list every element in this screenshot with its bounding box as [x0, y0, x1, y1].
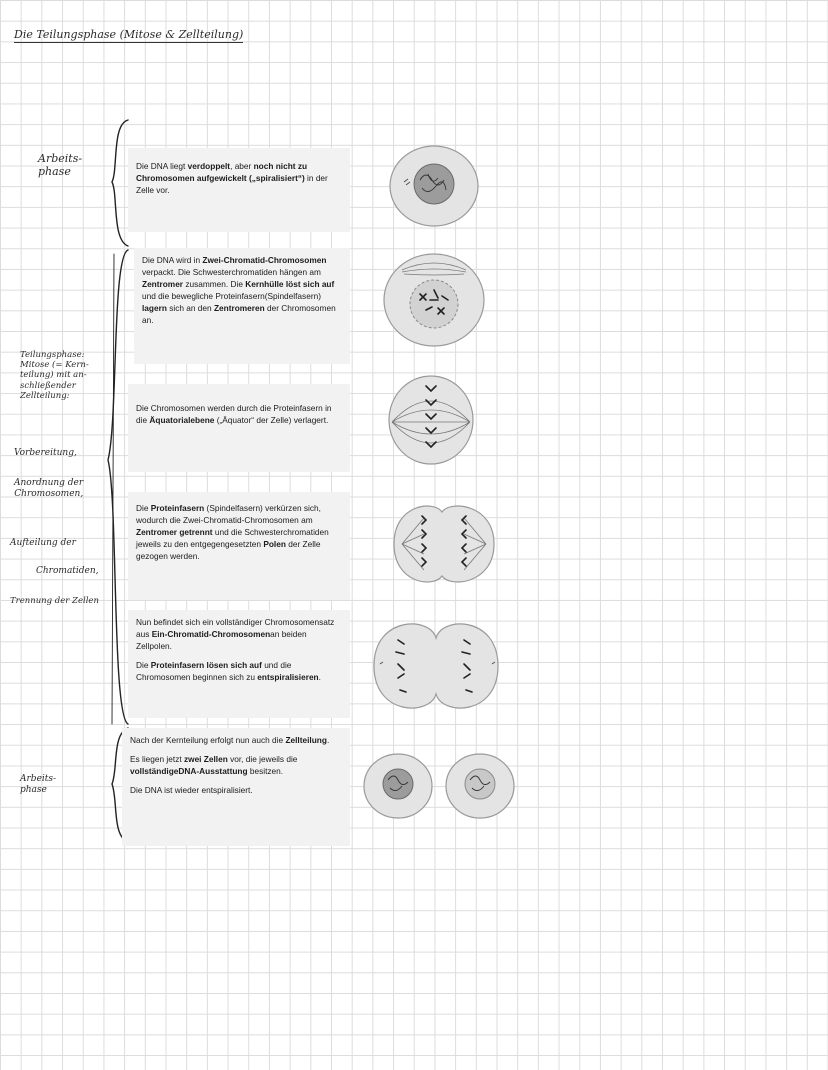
text-run: .	[318, 672, 321, 683]
text-run: .	[326, 735, 330, 745]
bold-text: Zentromer	[142, 279, 184, 290]
text-run: der Zelle gezogen werden.	[136, 539, 321, 562]
text-run: an beiden Zellpolen.	[136, 629, 307, 652]
stage-paragraph	[136, 502, 342, 562]
bold-text: Polen	[263, 539, 286, 550]
text-run: Die DNA wird in	[142, 255, 203, 265]
text-run: Die Chromosomen werden durch die Proteinfasern in die	[136, 403, 332, 426]
mitosis-table	[110, 130, 518, 850]
text-run: in der Zelle vor.	[136, 173, 328, 196]
text-run: verpackt. Die Schwesterchromatiden hängen am	[142, 267, 321, 278]
text-run: Nach der Kernteilung erfolgt nun auch die	[130, 735, 286, 745]
text-run: Es liegen jetzt	[130, 754, 184, 765]
stage-text-4	[128, 492, 350, 600]
stage-text-1	[128, 148, 350, 232]
note-arbeitsphase-top: Arbeits- phase	[38, 152, 83, 179]
text-run: besitzen.	[247, 766, 284, 777]
cell-prophase	[380, 248, 490, 352]
bold-text: Zwei-Chromatid-Chromosomen	[202, 255, 327, 265]
bold-text: Äquatorialebene	[149, 415, 215, 426]
stage-paragraph	[130, 734, 342, 746]
bold-text: Proteinfasern	[150, 503, 205, 513]
stage-image-4	[384, 494, 502, 594]
bold-text: entspiralisieren	[257, 672, 319, 683]
stage-paragraph	[130, 753, 342, 777]
bold-text: Kernhülle löst sich auf	[245, 279, 335, 290]
stage-paragraph	[136, 160, 342, 196]
stage-paragraph	[136, 659, 342, 683]
stage-text-3	[128, 384, 350, 472]
cell-metaphase	[376, 370, 486, 470]
note-vorbereitung: Vorbereitung,	[14, 448, 77, 458]
cells-daughter	[360, 744, 520, 828]
bold-text: Zellteilung	[285, 735, 327, 745]
text-run: zusammen. Die	[183, 279, 246, 290]
note-arbeitsphase-bottom: Arbeits- phase	[20, 774, 57, 795]
bold-text: lagern	[142, 303, 167, 314]
bold-text: vollständigeDNA-Ausstattung	[130, 766, 248, 777]
bold-text: noch nicht zu Chromosomen aufgewickelt („spiralisiert“)	[136, 161, 308, 184]
text-run: Die	[136, 503, 151, 513]
text-run: und die Chromosomen beginnen sich zu	[136, 660, 292, 683]
note-teilungsphase: Teilungsphase: Mitose (= Kern- teilung) mit an- schließender Zellteilung:	[20, 350, 89, 401]
stage-image-6	[360, 744, 520, 828]
bold-text: zwei Zellen	[183, 754, 228, 765]
text-run: Die DNA ist wieder entspiralisiert.	[130, 785, 253, 796]
cell-interphase	[382, 136, 492, 236]
stage-image-2	[380, 248, 490, 352]
bold-text: Proteinfasern lösen sich auf	[150, 660, 262, 671]
text-run: Die	[136, 660, 151, 671]
note-trennung: Trennung der Zellen	[10, 596, 99, 606]
nucleus-right	[465, 769, 495, 799]
stage-paragraph	[136, 402, 342, 426]
text-run: sich an den	[166, 303, 214, 314]
stage-paragraph	[130, 784, 342, 796]
nucleus-left	[383, 769, 413, 799]
bold-text: verdoppelt	[187, 161, 231, 171]
page-title: Die Teilungsphase (Mitose & Zellteilung)	[14, 28, 243, 43]
text-run: („Äquator“ der Zelle) verlagert.	[214, 415, 329, 426]
text-run: vor, die jeweils die	[227, 754, 298, 765]
stage-paragraph	[142, 254, 342, 326]
text-run: (Spindelfasern) verkürzen sich, wodurch die Zwei-Chromatid-Chromosomen am	[136, 503, 321, 526]
stage-text-5	[128, 610, 350, 718]
stage-text-2	[134, 248, 350, 364]
stage-image-5	[368, 610, 504, 722]
nucleus-dissolving	[410, 280, 458, 328]
bold-text: Zentromer getrennt	[136, 527, 213, 538]
note-anordnung: Anordnung der Chromosomen,	[14, 478, 84, 499]
cell-membrane	[394, 506, 494, 582]
cell-anaphase	[384, 494, 502, 594]
text-run: Nun befindet sich ein vollständiger Chromosomensatz aus	[136, 617, 335, 640]
bold-text: Zentromeren	[213, 303, 265, 314]
cell-telophase	[368, 610, 504, 722]
text-run: , aber	[230, 161, 254, 171]
bold-text: Ein-Chromatid-Chromosomen	[151, 629, 271, 640]
text-run: der Chromosomen an.	[142, 303, 336, 326]
nucleus	[414, 164, 454, 204]
stage-paragraph	[136, 616, 342, 652]
note-chromatiden: Chromatiden,	[36, 566, 99, 576]
note-aufteilung: Aufteilung der	[10, 538, 76, 548]
text-run: und die Schwesterchromatiden jeweils zu den entgegengesetzten	[136, 527, 329, 550]
text-run: Die DNA liegt	[136, 161, 188, 171]
text-run: und die bewegliche Proteinfasern(Spindelfasern)	[142, 291, 321, 302]
stage-image-1	[382, 136, 492, 236]
cell-membrane-pinching	[374, 624, 498, 708]
stage-image-3	[376, 370, 486, 470]
stage-text-6	[122, 728, 350, 846]
